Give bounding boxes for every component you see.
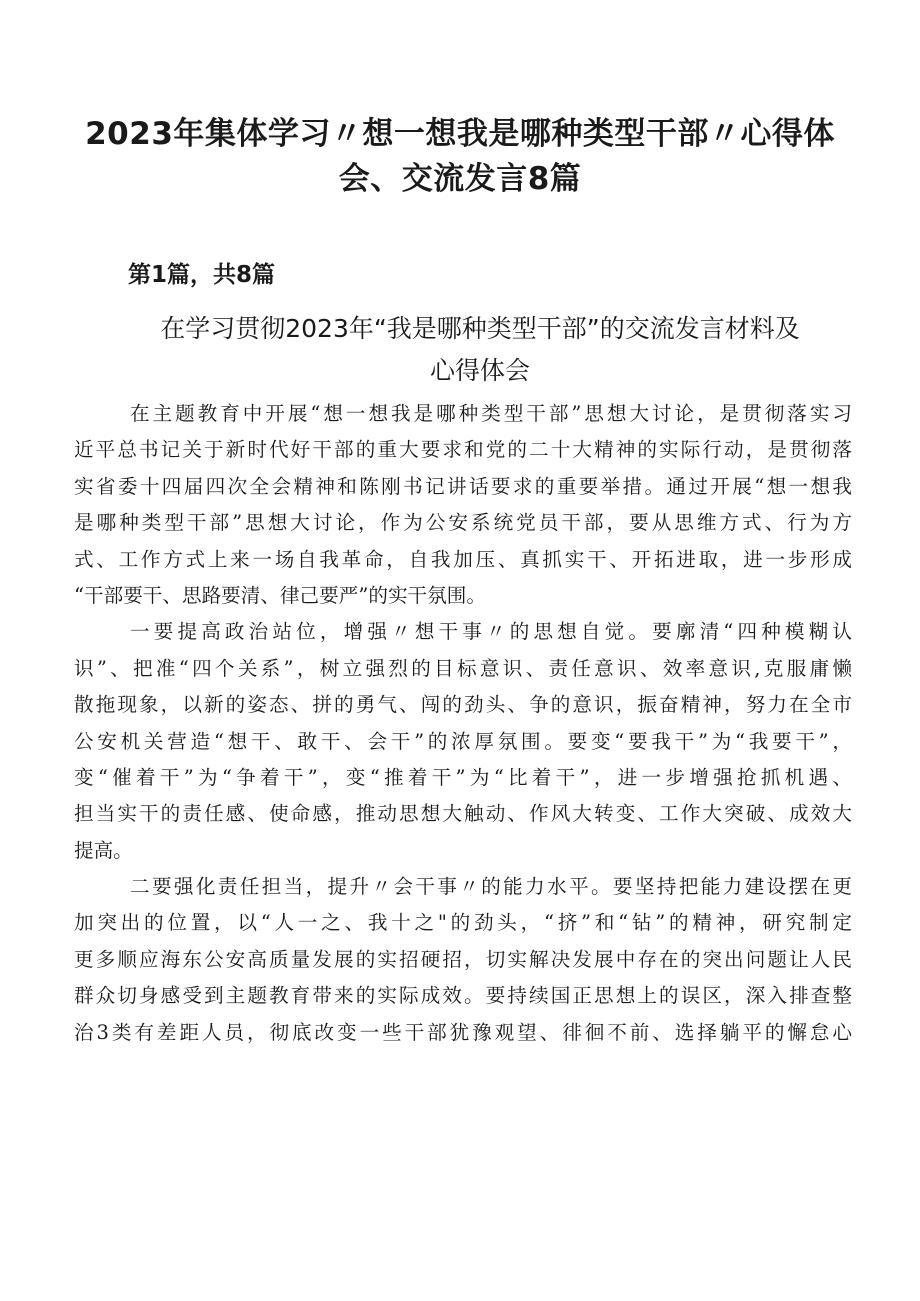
paragraph-line: 实省委十四届四次全会精神和陈刚书记讲话要求的重要举措。通过开展“想一想我 — [74, 474, 852, 498]
paragraph-line: 式、工作方式上来一场自我革命，自我加压、真抓实干、开拓进取，进一步形成 — [74, 547, 852, 571]
paragraph-line: 更多顺应海东公安高质量发展的实招硬招，切实解决发展中存在的突出问题让人民 — [74, 947, 852, 971]
paragraph-line: 加突出的位置，以“人一之、我十之"的劲头，“挤”和“钻”的精神，研究制定 — [74, 911, 852, 935]
document-title — [60, 112, 860, 202]
paragraph-line: 治3类有差距人员，彻底改变一些干部犹豫观望、徘徊不前、选择躺平的懈怠心 — [74, 1020, 852, 1044]
document-title-line-2: 会、交流发言8篇 — [338, 161, 582, 197]
paragraph-line: 公安机关营造“想干、敢干、会干”的浓厚氛围。要变“要我干”为“我要干”， — [74, 729, 852, 753]
paragraph-line: 变“催着干”为“争着干”，变“推着干”为“比着干”，进一步增强抢抓机遇、 — [74, 765, 852, 789]
article-title-line-2: 心得体会 — [429, 356, 530, 385]
paragraph-line: 二要强化责任担当，提升〃会干事〃的能力水平。要坚持把能力建设摆在更 — [130, 875, 852, 899]
paragraph-2 — [74, 614, 852, 869]
article-title-line-1: 在学习贯彻2023年“我是哪种类型干部”的交流发言材料及 — [160, 314, 800, 343]
paragraph-line: 提高。 — [74, 838, 133, 862]
paragraph-line: 是哪种类型干部”思想大讨论，作为公安系统党员干部，要从思维方式、行为方 — [74, 511, 852, 535]
paragraph-line: 在主题教育中开展“想一想我是哪种类型干部”思想大讨论，是贯彻落实习 — [130, 402, 852, 425]
paragraph-line: 识”、把准“四个关系”，树立强烈的目标意识、责任意识、效率意识,克服庸懒 — [74, 656, 852, 680]
paragraph-line: 一要提高政治站位，增强〃想干事〃的思想自觉。要廓清“四种模糊认 — [130, 620, 852, 644]
paragraph-line: 散拖现象，以新的姿态、拼的勇气、闯的劲头、争的意识，振奋精神，努力在全市 — [74, 693, 852, 717]
paragraph-line: 近平总书记关于新时代好干部的重大要求和党的二十大精神的实际行动，是贯彻落 — [74, 438, 852, 462]
paragraph-line: 担当实干的责任感、使命感，推动思想大触动、作风大转变、工作大突破、成效大 — [74, 802, 852, 826]
paragraph-3 — [74, 869, 852, 1051]
paragraph-1 — [74, 396, 852, 614]
paragraph-line: 群众切身感受到主题教育带来的实际成效。要持续国正思想上的误区，深入排查整 — [74, 984, 852, 1008]
part-label: 第1篇，共8篇 — [128, 262, 276, 288]
article-title — [60, 308, 900, 392]
article-body — [74, 396, 852, 1051]
document-title-line-1: 2023年集体学习〃想一想我是哪种类型干部〃心得体 — [85, 116, 835, 152]
paragraph-line: “干部要干、思路要清、律己要严”的实干氛围。 — [74, 583, 486, 607]
